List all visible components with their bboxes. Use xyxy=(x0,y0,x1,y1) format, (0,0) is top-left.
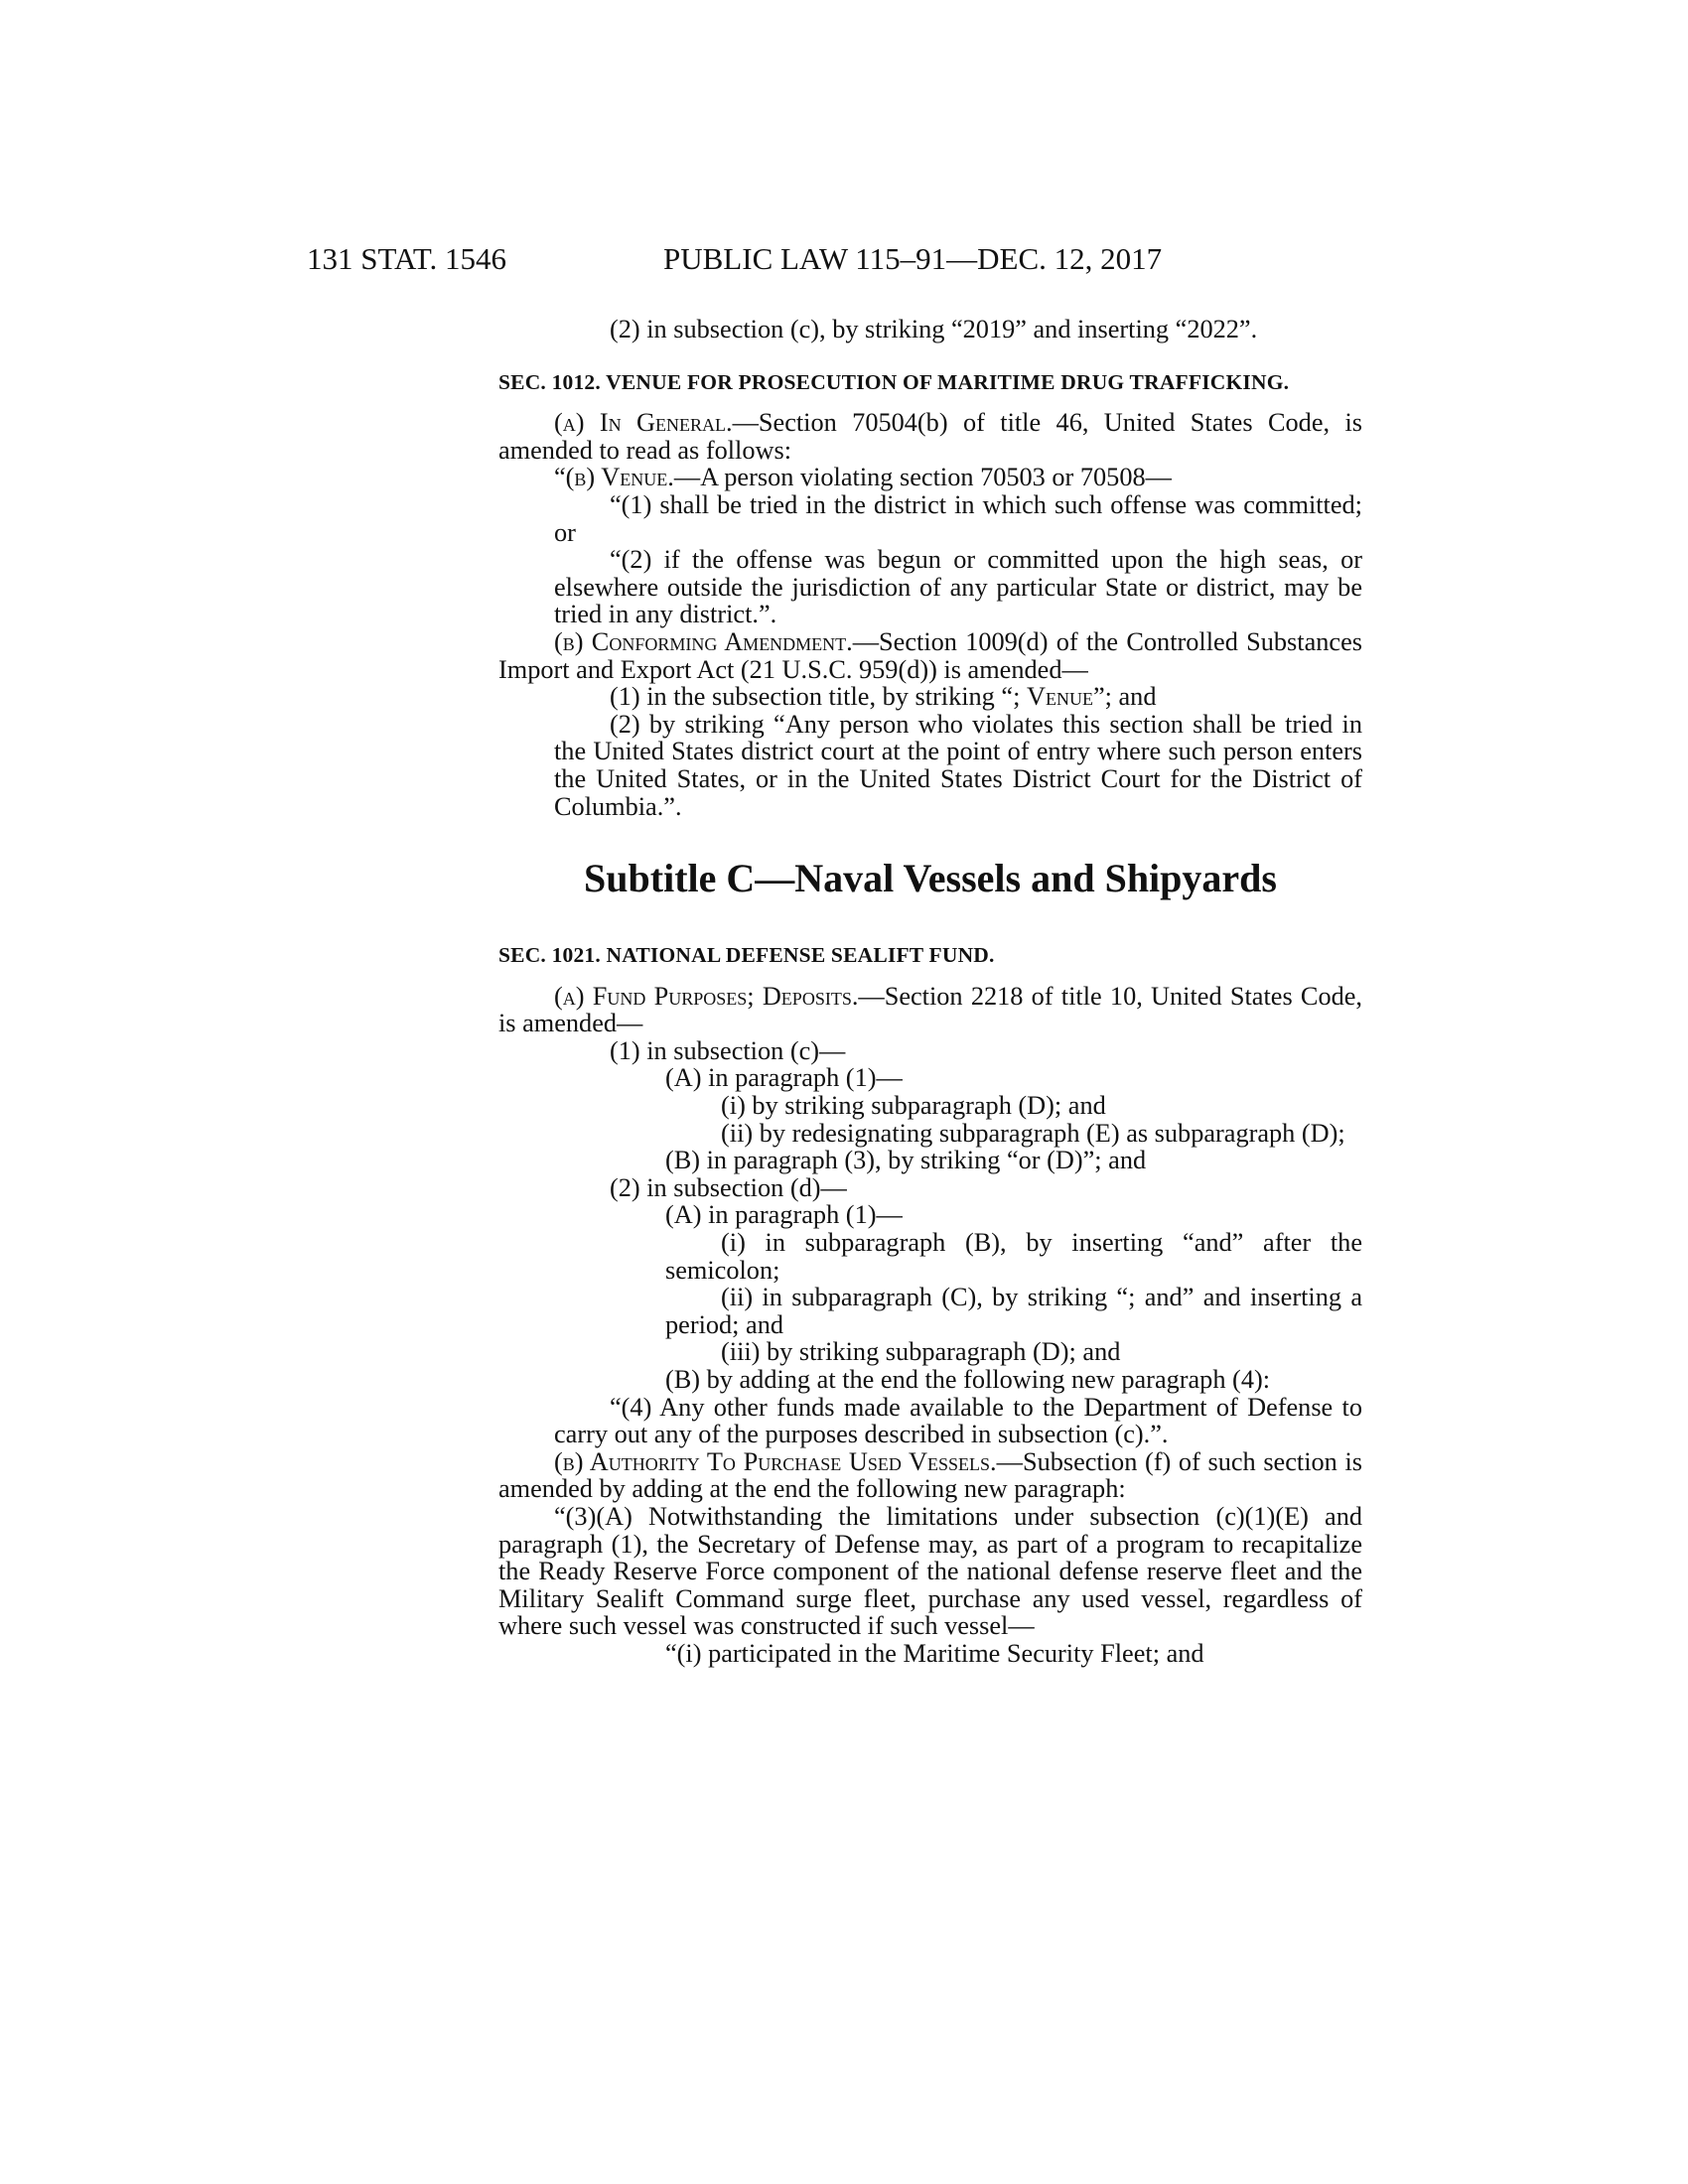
paragraph: (A) in paragraph (1)— xyxy=(665,1063,903,1093)
section-heading-1012: SEC. 1012. VENUE FOR PROSECUTION OF MARITIME DRUG TRAFFICKING. xyxy=(498,369,1290,394)
document-body xyxy=(498,316,1362,1668)
paragraph: (iii) by striking subparagraph (D); and xyxy=(721,1337,1121,1367)
paragraph: (1) in the subsection title, by striking “; Venue”; and xyxy=(610,682,1157,712)
paragraph: (2) by striking “Any person who violates this section shall be tried in the United States district court at the point of entry where such person enters the United States, or in the United States District Court for the District of Columbia.”. xyxy=(554,709,1362,821)
paragraph: (ii) by redesignating subparagraph (E) as subparagraph (D); xyxy=(721,1118,1345,1148)
paragraph-label: “(b) Venue. xyxy=(554,463,674,492)
paragraph: (1) in subsection (c)— xyxy=(610,1035,846,1065)
paragraph: (a) In General.—Section 70504(b) of title 46, United States Code, is amended to read as follows: xyxy=(498,408,1362,465)
paragraph: “(b) Venue.—A person violating section 70503 or 70508— xyxy=(554,463,1172,492)
paragraph-label: (a) Fund Purposes; Deposits. xyxy=(554,981,859,1011)
paragraph: (B) in paragraph (3), by striking “or (D)”; and xyxy=(665,1146,1147,1175)
paragraph: “(3)(A) Notwithstanding the limitations under subsection (c)(1)(E) and paragraph (1), the Secretary of Defense may, as part of a program to recapitalize the Ready Reserve Force component of the national defense reserve fleet and the Military Sealift Command surge fleet, purchase any used vessel, regardless of where such vessel was constructed if such vessel— xyxy=(498,1501,1362,1641)
paragraph: (i) in subparagraph (B), by inserting “and” after the semicolon; xyxy=(665,1228,1362,1285)
paragraph: (B) by adding at the end the following new paragraph (4): xyxy=(665,1365,1271,1394)
paragraph: (b) Authority To Purchase Used Vessels.—Subsection (f) of such section is amended by adding at the end the following new paragraph: xyxy=(498,1446,1363,1504)
paragraph: “(i) participated in the Maritime Security Fleet; and xyxy=(665,1638,1204,1668)
paragraph: (ii) in subparagraph (C), by striking “; and” and inserting a period; and xyxy=(665,1283,1362,1339)
paragraph: (b) Conforming Amendment.—Section 1009(d) of the Controlled Substances Import and Export Act (21 U.S.C. 959(d)) is amended— xyxy=(498,626,1362,684)
paragraph: (A) in paragraph (1)— xyxy=(665,1200,903,1230)
paragraph: “(2) if the offense was begun or committed upon the high seas, or elsewhere outside the jurisdiction of any particular State or district, may be tried in any district.”. xyxy=(554,545,1362,629)
paragraph: “(4) Any other funds made available to the Department of Defense to carry out any of the purposes described in subsection (c).”. xyxy=(554,1392,1362,1449)
paragraph-label: (a) In General. xyxy=(554,408,733,438)
paragraph-label: (b) Authority To Purchase Used Vessels. xyxy=(554,1446,997,1476)
paragraph: (i) by striking subparagraph (D); and xyxy=(721,1091,1106,1121)
section-heading-1021: SEC. 1021. NATIONAL DEFENSE SEALIFT FUND. xyxy=(498,943,995,968)
statute-page-number: 131 STAT. 1546 xyxy=(307,241,507,276)
paragraph: (2) in subsection (c), by striking “2019” and inserting “2022”. xyxy=(610,315,1258,343)
paragraph: (2) in subsection (d)— xyxy=(610,1172,847,1202)
paragraph-label: (b) Conforming Amendment. xyxy=(554,626,853,656)
subtitle-heading: Subtitle C—Naval Vessels and Shipyards xyxy=(584,856,1277,901)
paragraph: “(1) shall be tried in the district in which such offense was committed; or xyxy=(554,489,1362,547)
paragraph: (a) Fund Purposes; Deposits.—Section 2218 of title 10, United States Code, is amended— xyxy=(498,981,1362,1038)
public-law-citation: PUBLIC LAW 115–91—DEC. 12, 2017 xyxy=(663,241,1163,276)
